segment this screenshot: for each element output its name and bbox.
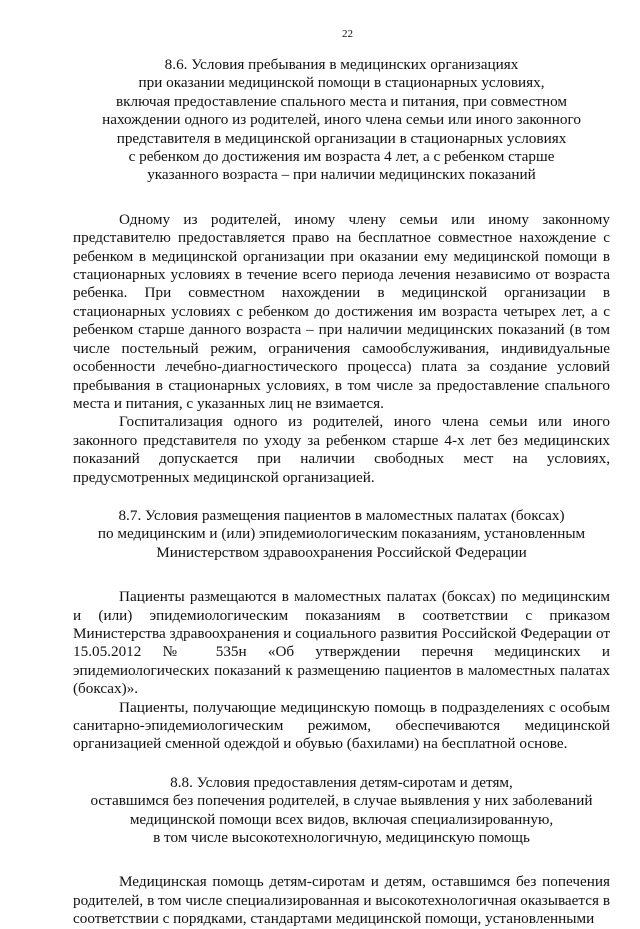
page-number: 22 [342,28,353,40]
section-heading-8-7 [73,507,610,562]
heading-line: Министерством здравоохранения Российской Федерации [156,543,527,561]
body-paragraph: Госпитализация одного из родителей, иного члена семьи или иного законного представителя по уходу за ребенком старше 4-х лет без медицинских показаний допускается при наличии свободных мест на условиях, предусмотренных медицинской организацией. [73,413,610,486]
heading-line: с ребенком до достижения им возраста 4 лет, а с ребенком старше [128,148,555,166]
heading-line: указанного возраста – при наличии медицинских показаний [147,166,536,184]
section-heading-8-8 [73,774,610,848]
heading-line: 8.6. Условия пребывания в медицинских организациях [164,56,519,73]
heading-line: 8.7. Условия размещения пациентов в маломестных палатах (боксах) [118,506,565,524]
heading-line: включая предоставление спального места и питания, при совместном [115,92,568,110]
body-paragraph: Пациенты, получающие медицинскую помощь в подразделениях с особым санитарно-эпидемиологическим режимом, обеспечиваются медицинской организацией сменной одеждой и обувью (бахилами) на бесплатной основе. [73,698,610,753]
heading-line: медицинской помощи всех видов, включая специализированную, [129,810,554,828]
heading-line: при оказании медицинской помощи в стационарных условиях, [138,74,545,92]
heading-line: в том числе высокотехнологичную, медицинскую помощь [153,829,530,847]
body-paragraph: Медицинская помощь детям-сиротам и детям, оставшимся без попечения родителей, в том числе специализированная и высокотехнологичная оказывается в соответствии с порядками, стандартами медицинской помощи, установленными [73,873,610,928]
body-paragraph: Одному из родителей, иному члену семьи или иному законному представителю предоставляется право на бесплатное совместное нахождение с ребенком в медицинской организации при оказании ему медицинской помощи в стационарных условиях в течение всего периода лечения независимо от возраста ребенка. При совместном нахождении в медицинской организации в стационарных условиях с ребенком до достижения им возраста четырех лет, а с ребенком старше данного возраста – при наличии медицинских показаний (в том числе постельный режим, ограничения самообслуживания, индивидуальные особенности лечебно-диагностического процесса) плата за создание условий пребывания в стационарных условиях, в том числе за предоставление спального места и питания, с указанных лиц не взимается. [73,210,610,412]
heading-line: оставшимся без попечения родителей, в случае выявления у них заболеваний [90,792,593,810]
heading-line: нахождении одного из родителей, иного члена семьи или иного законного [102,111,581,129]
body-paragraph: Пациенты размещаются в маломестных палатах (боксах) по медицинским и (или) эпидемиологическим показаниям в соответствии с приказом Министерства здравоохранения и социального развития Российской Федерации от 15.05.2012 № 535н «Об утверждении перечня медицинских и эпидемиологических показаний к размещению пациентов в маломестных палатах (боксах)». [73,588,610,698]
heading-line: 8.8. Условия предоставления детям-сиротам и детям, [170,773,513,791]
heading-line: представителя в медицинской организации в стационарных условиях [116,129,567,147]
heading-line: по медицинским и (или) эпидемиологическим показаниям, установленным [97,525,586,543]
section-heading-8-6 [73,56,610,185]
